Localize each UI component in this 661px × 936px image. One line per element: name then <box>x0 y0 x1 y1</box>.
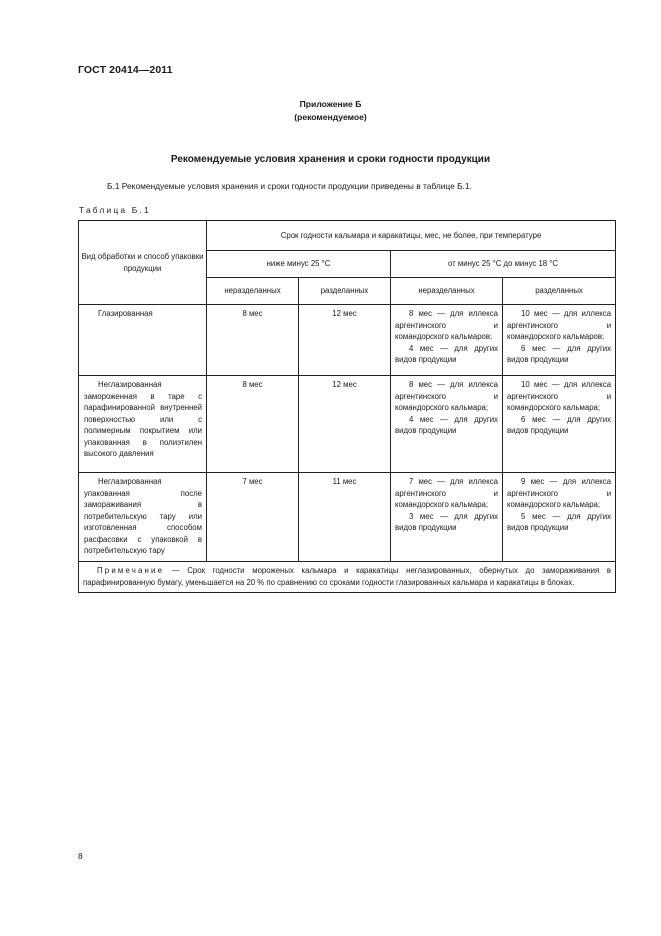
header-low-cut: разделанных <box>299 278 391 305</box>
header-temp-range: от минус 25 °С до минус 18 °С <box>391 251 616 278</box>
row-range-uncut: 7 мес — для иллекса аргентинского и командорского кальмара; 3 мес — для других видов продукции <box>391 473 503 562</box>
row-processing: Неглазированная замороженная в таре с парафинированной внутренней поверхностью или с полимерным покрытием или упакованная в полиэтилен высокого давления <box>79 376 207 473</box>
table-note <box>79 561 616 592</box>
note-label: Примечание <box>97 565 165 575</box>
page-number: 8 <box>78 851 83 861</box>
row-range-cut: 9 мес — для иллекса аргентинского и командорского кальмара; 5 мес — для других видов продукции <box>503 473 616 562</box>
header-processing: Вид обработки и способ упаковки продукции <box>79 221 207 305</box>
note-text: — Срок годности мороженых кальмара и каракатицы неглазированных, обернутых до замораживания в парафинированную бумагу, уменьшается на 20 % по сравнению со сроками годности глазированных кальмара и каракатицы в блоках. <box>83 565 612 587</box>
row-low-uncut: 8 мес <box>207 376 299 473</box>
header-shelf-life: Срок годности кальмара и каракатицы, мес, не более, при температуре <box>207 221 616 251</box>
appendix-subtitle: (рекомендуемое) <box>294 112 367 122</box>
table-row <box>79 376 616 473</box>
appendix-title: Приложение Б <box>299 99 362 109</box>
header-low-uncut: неразделанных <box>207 278 299 305</box>
header-range-cut: разделанных <box>503 278 616 305</box>
standard-code: ГОСТ 20414—2011 <box>78 64 173 76</box>
table-row <box>79 473 616 562</box>
table-row <box>79 305 616 376</box>
row-range-cut: 10 мес — для иллекса аргентинского и командорского кальмара; 6 мес — для других видов продукции <box>503 376 616 473</box>
row-range-uncut: 8 мес — для иллекса аргентинского и командорского кальмаров; 4 мес — для других видов продукции <box>391 305 503 376</box>
appendix-heading <box>0 98 661 124</box>
section-heading: Рекомендуемые условия хранения и сроки годности продукции <box>170 154 491 165</box>
row-low-cut: 12 мес <box>299 376 391 473</box>
row-range-uncut: 8 мес — для иллекса аргентинского и командорского кальмара; 4 мес — для других видов продукции <box>391 376 503 473</box>
row-low-cut: 11 мес <box>299 473 391 562</box>
intro-paragraph: Б.1 Рекомендуемые условия хранения и сроки годности продукции приведены в таблице Б.1. <box>107 181 472 191</box>
row-low-uncut: 8 мес <box>207 305 299 376</box>
table-caption: Таблица Б.1 <box>79 205 151 215</box>
row-low-cut: 12 мес <box>299 305 391 376</box>
row-processing: Глазированная <box>79 305 207 376</box>
header-range-uncut: неразделанных <box>391 278 503 305</box>
header-temp-low: ниже минус 25 °С <box>207 251 391 278</box>
row-range-cut: 10 мес — для иллекса аргентинского и командорского кальмаров; 6 мес — для других видов продукции <box>503 305 616 376</box>
table-note-row <box>79 561 616 592</box>
shelf-life-table <box>78 220 616 593</box>
row-low-uncut: 7 мес <box>207 473 299 562</box>
row-processing: Неглазированная упакованная после замораживания в потребительскую тару или изготовленная способом расфасовки с упаковкой в потребительскую тару <box>79 473 207 562</box>
